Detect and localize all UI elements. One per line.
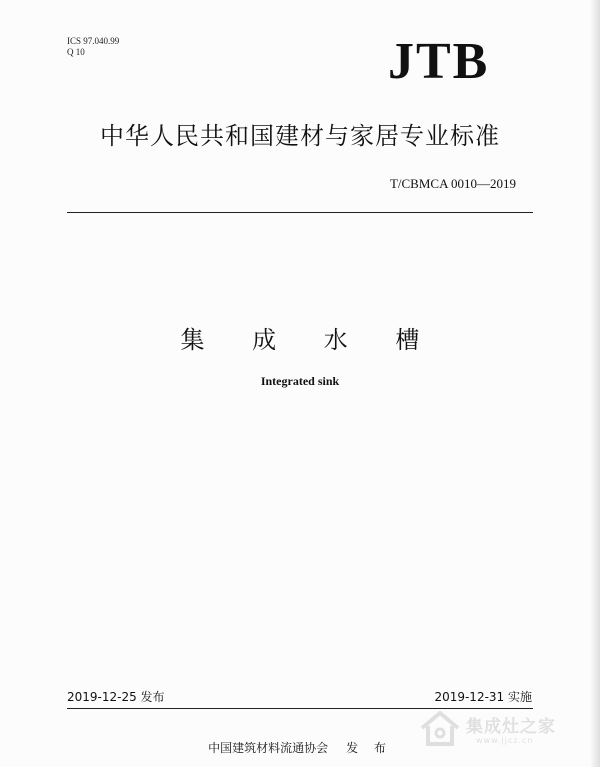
document-title: 集 成 水 槽 (180, 326, 440, 354)
ics-classification (67, 36, 119, 58)
release-date: 2019-12-25 发布 (67, 690, 165, 704)
ccs-code: Q 10 (67, 47, 85, 57)
watermark-text: 集成灶之家 (466, 717, 556, 737)
standard-title: 中华人民共和国建材与家居专业标准 (100, 122, 500, 150)
effective-date: 2019-12-31 实施 (434, 690, 532, 704)
ics-code: ICS 97.040.99 (67, 36, 120, 46)
header-divider (67, 212, 533, 213)
standard-number: T/CBMCA 0010—2019 (389, 176, 516, 191)
jtb-logo: JTB (388, 33, 490, 90)
publish-label: 发 布 (346, 741, 392, 755)
watermark-url: www.jjcz.cn (476, 736, 534, 745)
watermark (418, 706, 594, 752)
publisher-name: 中国建筑材料流通协会 (208, 741, 329, 755)
house-icon (418, 708, 462, 748)
document-subtitle: Integrated sink (260, 374, 340, 388)
